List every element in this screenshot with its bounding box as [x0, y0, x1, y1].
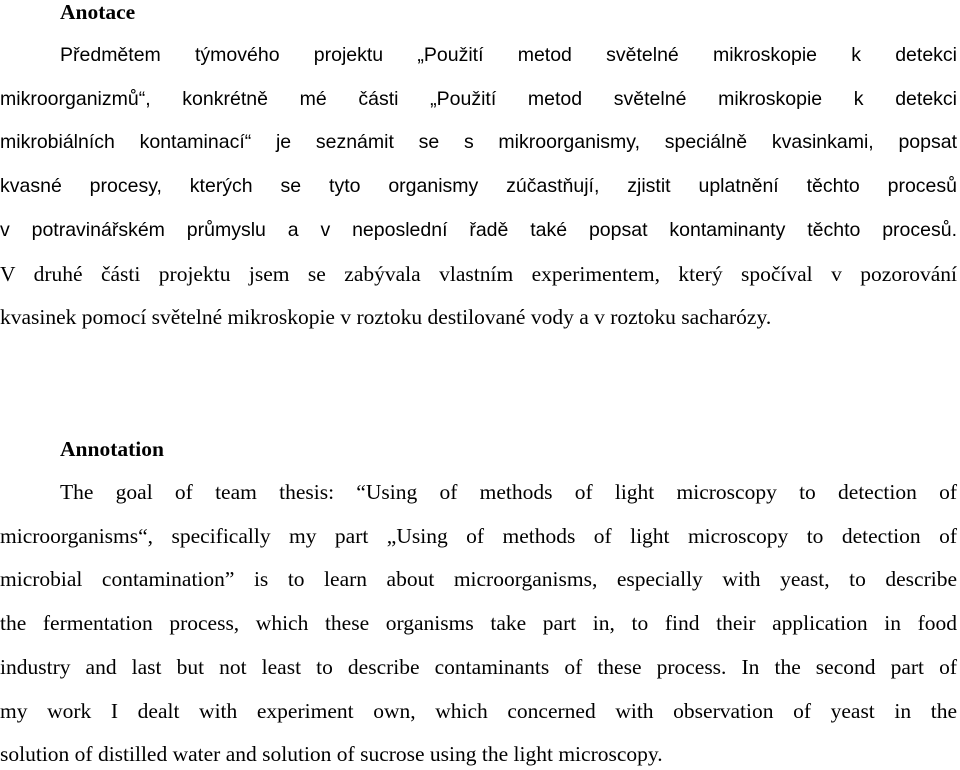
english-abstract-line: solution of distilled water and solution of sucrose using the light microscopy. [0, 742, 663, 766]
english-abstract-line: the fermentation process, which these organisms take part in, to find their application in food [0, 611, 957, 635]
czech-abstract-line: mikroorganizmů“, konkrétně mé části „Použití metod světelné mikroskopie k detekci [0, 88, 957, 110]
czech-abstract-line: mikrobiálních kontaminací“ je seznámit se s mikroorganismy, speciálně kvasinkami, popsat [0, 131, 957, 153]
czech-abstract-heading: Anotace [60, 0, 136, 24]
czech-abstract-line: Předmětem týmového projektu „Použití metod světelné mikroskopie k detekci [60, 44, 957, 66]
czech-abstract-line: kvasné procesy, kterých se tyto organismy zúčastňují, zjistit uplatnění těchto procesů [0, 175, 957, 197]
czech-abstract-line: v potravinářském průmyslu a v neposlední řadě také popsat kontaminanty těchto procesů. [0, 219, 957, 241]
english-abstract-line: my work I dealt with experiment own, which concerned with observation of yeast in the [0, 699, 957, 723]
english-abstract-line: The goal of team thesis: “Using of methods of light microscopy to detection of [60, 480, 957, 504]
english-abstract-line: industry and last but not least to describe contaminants of these process. In the second part of [0, 655, 957, 679]
czech-abstract-line: V druhé části projektu jsem se zabývala vlastním experimentem, který spočíval v pozorování [0, 262, 957, 286]
english-abstract-line: microorganisms“, specifically my part „Using of methods of light microscopy to detection of [0, 524, 957, 548]
czech-abstract-line: kvasinek pomocí světelné mikroskopie v roztoku destilované vody a v roztoku sacharózy. [0, 305, 772, 329]
english-abstract-heading: Annotation [60, 437, 164, 461]
english-abstract-line: microbial contamination” is to learn about microorganisms, especially with yeast, to describe [0, 567, 957, 591]
